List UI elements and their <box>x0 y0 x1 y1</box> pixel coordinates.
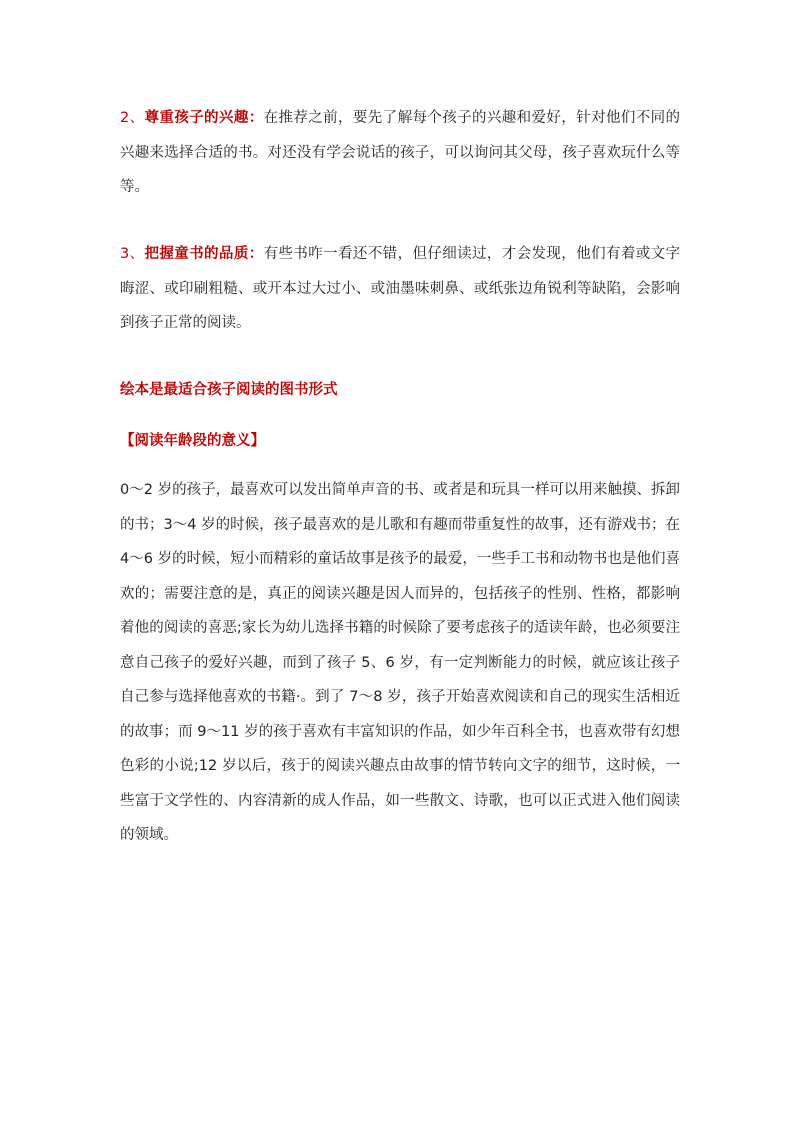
tip-2-title: 尊重孩子的兴趣： <box>144 110 264 126</box>
tip-2-body: 在推荐之前，要先了解每个孩子的兴趣和爱好，针对他们不同的兴趣来选择合适的书。对还没有学会说话的孩子，可以询问其父母，孩子喜欢玩什么等等。 <box>120 110 681 195</box>
heading-age-significance: 【阅读年龄段的意义】 <box>120 433 265 449</box>
tip-3-title: 把握童书的品质： <box>144 246 264 262</box>
paragraph-tip-2 <box>120 101 680 205</box>
tip-2-number: 2、 <box>120 110 145 126</box>
heading-picture-book: 绘本是最适合孩子阅读的图书形式 <box>120 382 338 398</box>
paragraph-age-body: 0～2 岁的孩子，最喜欢可以发出简单声音的书、或者是和玩具一样可以用来触摸、拆卸的书；3～4 岁的时候，孩子最喜欢的是儿歌和有趣而带重复性的故事，还有游戏书；在 4～6 岁的时候，短小而精彩的童话故事是孩予的最爱，一些手工书和动物书也是他们喜欢的；需要注意的是，真正的阅读兴趣是因人而异的，包括孩子的性别、性格，都影响着他的阅读的喜恶;家长为幼儿选择书籍的时候除了要考虑孩子的适读年龄，也必须要注意自己孩子的爱好兴趣，而到了孩子 5、6 岁，有一定判断能力的时候，就应该让孩子自己参与选择他喜欢的书籍·。到了 7～8 岁，孩子开始喜欢阅读和自己的现实生活相近的故事；而 9～11 岁的孩于喜欢有丰富知识的作品，如少年百科全书，也喜欢带有幻想色彩的小说;12 岁以后，孩于的阅读兴趣点由故事的情节转向文字的细节，这时候，一些富于文学性的、内容清新的成人作品，如一些散文、诗歌，也可以正式进入他们阅读的领域。 <box>120 482 680 843</box>
tip-3-number: 3、 <box>120 246 145 262</box>
paragraph-tip-3 <box>120 237 680 341</box>
tip-3-body: 有些书咋一看还不错，但仔细读过，才会发现，他们有着或文字晦涩、或印刷粗糙、或开本过大过小、或油墨味刺鼻、或纸张边角锐利等缺陷，会影响到孩子正常的阅读。 <box>120 246 681 331</box>
